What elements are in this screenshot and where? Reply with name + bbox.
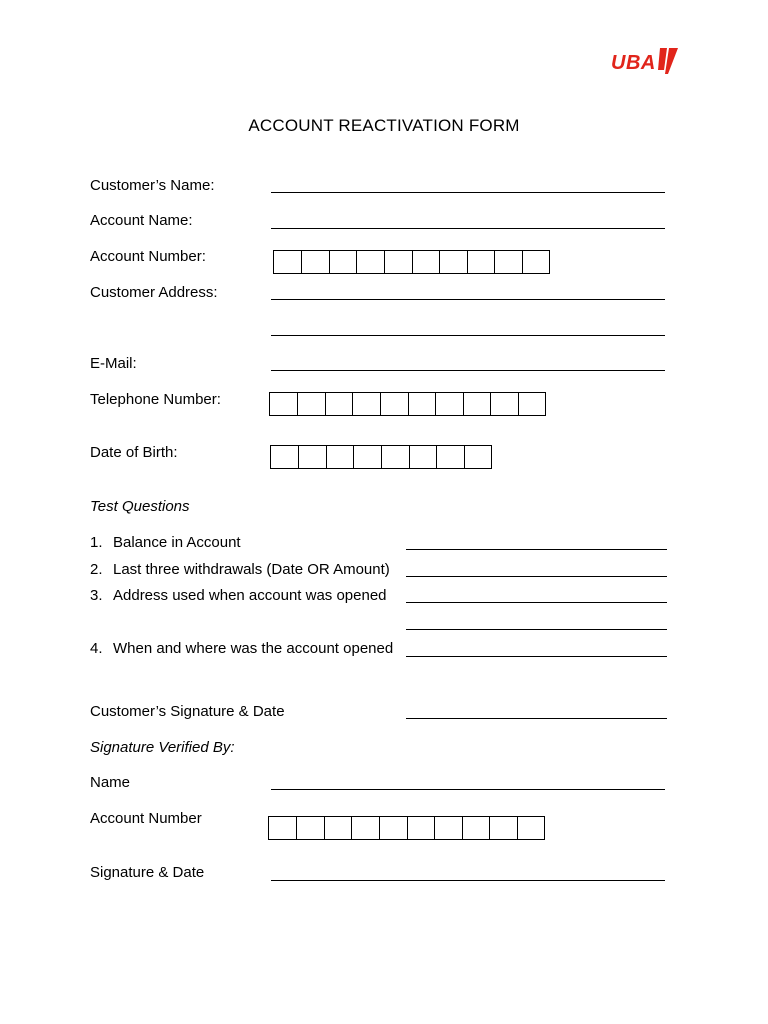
digit-box[interactable]	[357, 250, 385, 274]
customer-address-field-1[interactable]	[271, 299, 665, 300]
digit-box[interactable]	[409, 392, 436, 416]
uba-logo-mark-icon	[658, 48, 678, 74]
answer-3-field-2[interactable]	[406, 629, 667, 630]
dob-boxes[interactable]	[270, 445, 492, 469]
answer-3-field-1[interactable]	[406, 602, 667, 603]
question-text: Balance in Account	[113, 534, 241, 551]
digit-box[interactable]	[354, 445, 382, 469]
digit-box[interactable]	[302, 250, 330, 274]
digit-box[interactable]	[270, 392, 298, 416]
question-number: 3.	[90, 587, 103, 604]
verifier-signature-field[interactable]	[271, 880, 665, 881]
digit-box[interactable]	[413, 250, 440, 274]
digit-box[interactable]	[385, 250, 413, 274]
telephone-label: Telephone Number:	[90, 391, 221, 408]
customer-signature-label: Customer’s Signature & Date	[90, 703, 285, 720]
customer-address-field-2[interactable]	[271, 335, 665, 336]
digit-box[interactable]	[352, 816, 380, 840]
digit-box[interactable]	[464, 392, 491, 416]
digit-box[interactable]	[523, 250, 550, 274]
question-3	[90, 587, 387, 605]
digit-box[interactable]	[381, 392, 409, 416]
verifier-signature-label: Signature & Date	[90, 864, 205, 881]
signature-verified-heading: Signature Verified By:	[90, 739, 235, 756]
digit-box[interactable]	[463, 816, 490, 840]
question-number: 1.	[90, 534, 103, 551]
digit-box[interactable]	[490, 816, 518, 840]
dob-label: Date of Birth:	[90, 444, 178, 461]
customer-signature-field[interactable]	[406, 718, 667, 719]
verifier-name-field[interactable]	[271, 789, 665, 790]
question-1	[90, 534, 241, 552]
verifier-name-label: Name	[90, 774, 131, 791]
uba-logo	[611, 46, 677, 78]
digit-box[interactable]	[353, 392, 381, 416]
account-number-label: Account Number:	[90, 248, 206, 265]
digit-box[interactable]	[436, 392, 464, 416]
account-number-boxes[interactable]	[273, 250, 550, 274]
digit-box[interactable]	[297, 816, 325, 840]
answer-1-field[interactable]	[406, 549, 667, 550]
question-number: 2.	[90, 561, 103, 578]
digit-box[interactable]	[382, 445, 410, 469]
verifier-account-number-boxes[interactable]	[268, 816, 545, 840]
digit-box[interactable]	[519, 392, 546, 416]
digit-box[interactable]	[408, 816, 435, 840]
customer-name-label: Customer’s Name:	[90, 177, 215, 194]
email-label: E-Mail:	[90, 355, 137, 372]
digit-box[interactable]	[468, 250, 495, 274]
account-name-label: Account Name:	[90, 212, 193, 229]
digit-box[interactable]	[325, 816, 352, 840]
digit-box[interactable]	[518, 816, 545, 840]
customer-name-field[interactable]	[271, 192, 665, 193]
digit-box[interactable]	[299, 445, 327, 469]
digit-box[interactable]	[330, 250, 357, 274]
question-4	[90, 640, 393, 658]
test-questions-heading: Test Questions	[90, 498, 190, 515]
question-text: When and where was the account opened	[113, 640, 394, 657]
digit-box[interactable]	[410, 445, 437, 469]
answer-2-field[interactable]	[406, 576, 667, 577]
question-number: 4.	[90, 640, 103, 657]
customer-address-label: Customer Address:	[90, 284, 218, 301]
verifier-account-number-label: Account Number	[90, 810, 202, 827]
email-field[interactable]	[271, 370, 665, 371]
account-name-field[interactable]	[271, 228, 665, 229]
digit-box[interactable]	[465, 445, 492, 469]
digit-box[interactable]	[435, 816, 463, 840]
answer-4-field[interactable]	[406, 656, 667, 657]
digit-box[interactable]	[495, 250, 523, 274]
digit-box[interactable]	[380, 816, 408, 840]
digit-box[interactable]	[298, 392, 326, 416]
digit-box[interactable]	[491, 392, 519, 416]
telephone-boxes[interactable]	[269, 392, 546, 416]
form-title: ACCOUNT REACTIVATION FORM	[248, 116, 520, 135]
digit-box[interactable]	[440, 250, 468, 274]
digit-box[interactable]	[437, 445, 465, 469]
digit-box[interactable]	[327, 445, 354, 469]
question-2	[90, 561, 390, 579]
digit-box[interactable]	[274, 250, 302, 274]
question-text: Last three withdrawals (Date OR Amount)	[113, 561, 390, 578]
digit-box[interactable]	[271, 445, 299, 469]
question-text: Address used when account was opened	[113, 587, 387, 604]
digit-box[interactable]	[269, 816, 297, 840]
digit-box[interactable]	[326, 392, 353, 416]
logo-text: UBA	[611, 52, 656, 74]
